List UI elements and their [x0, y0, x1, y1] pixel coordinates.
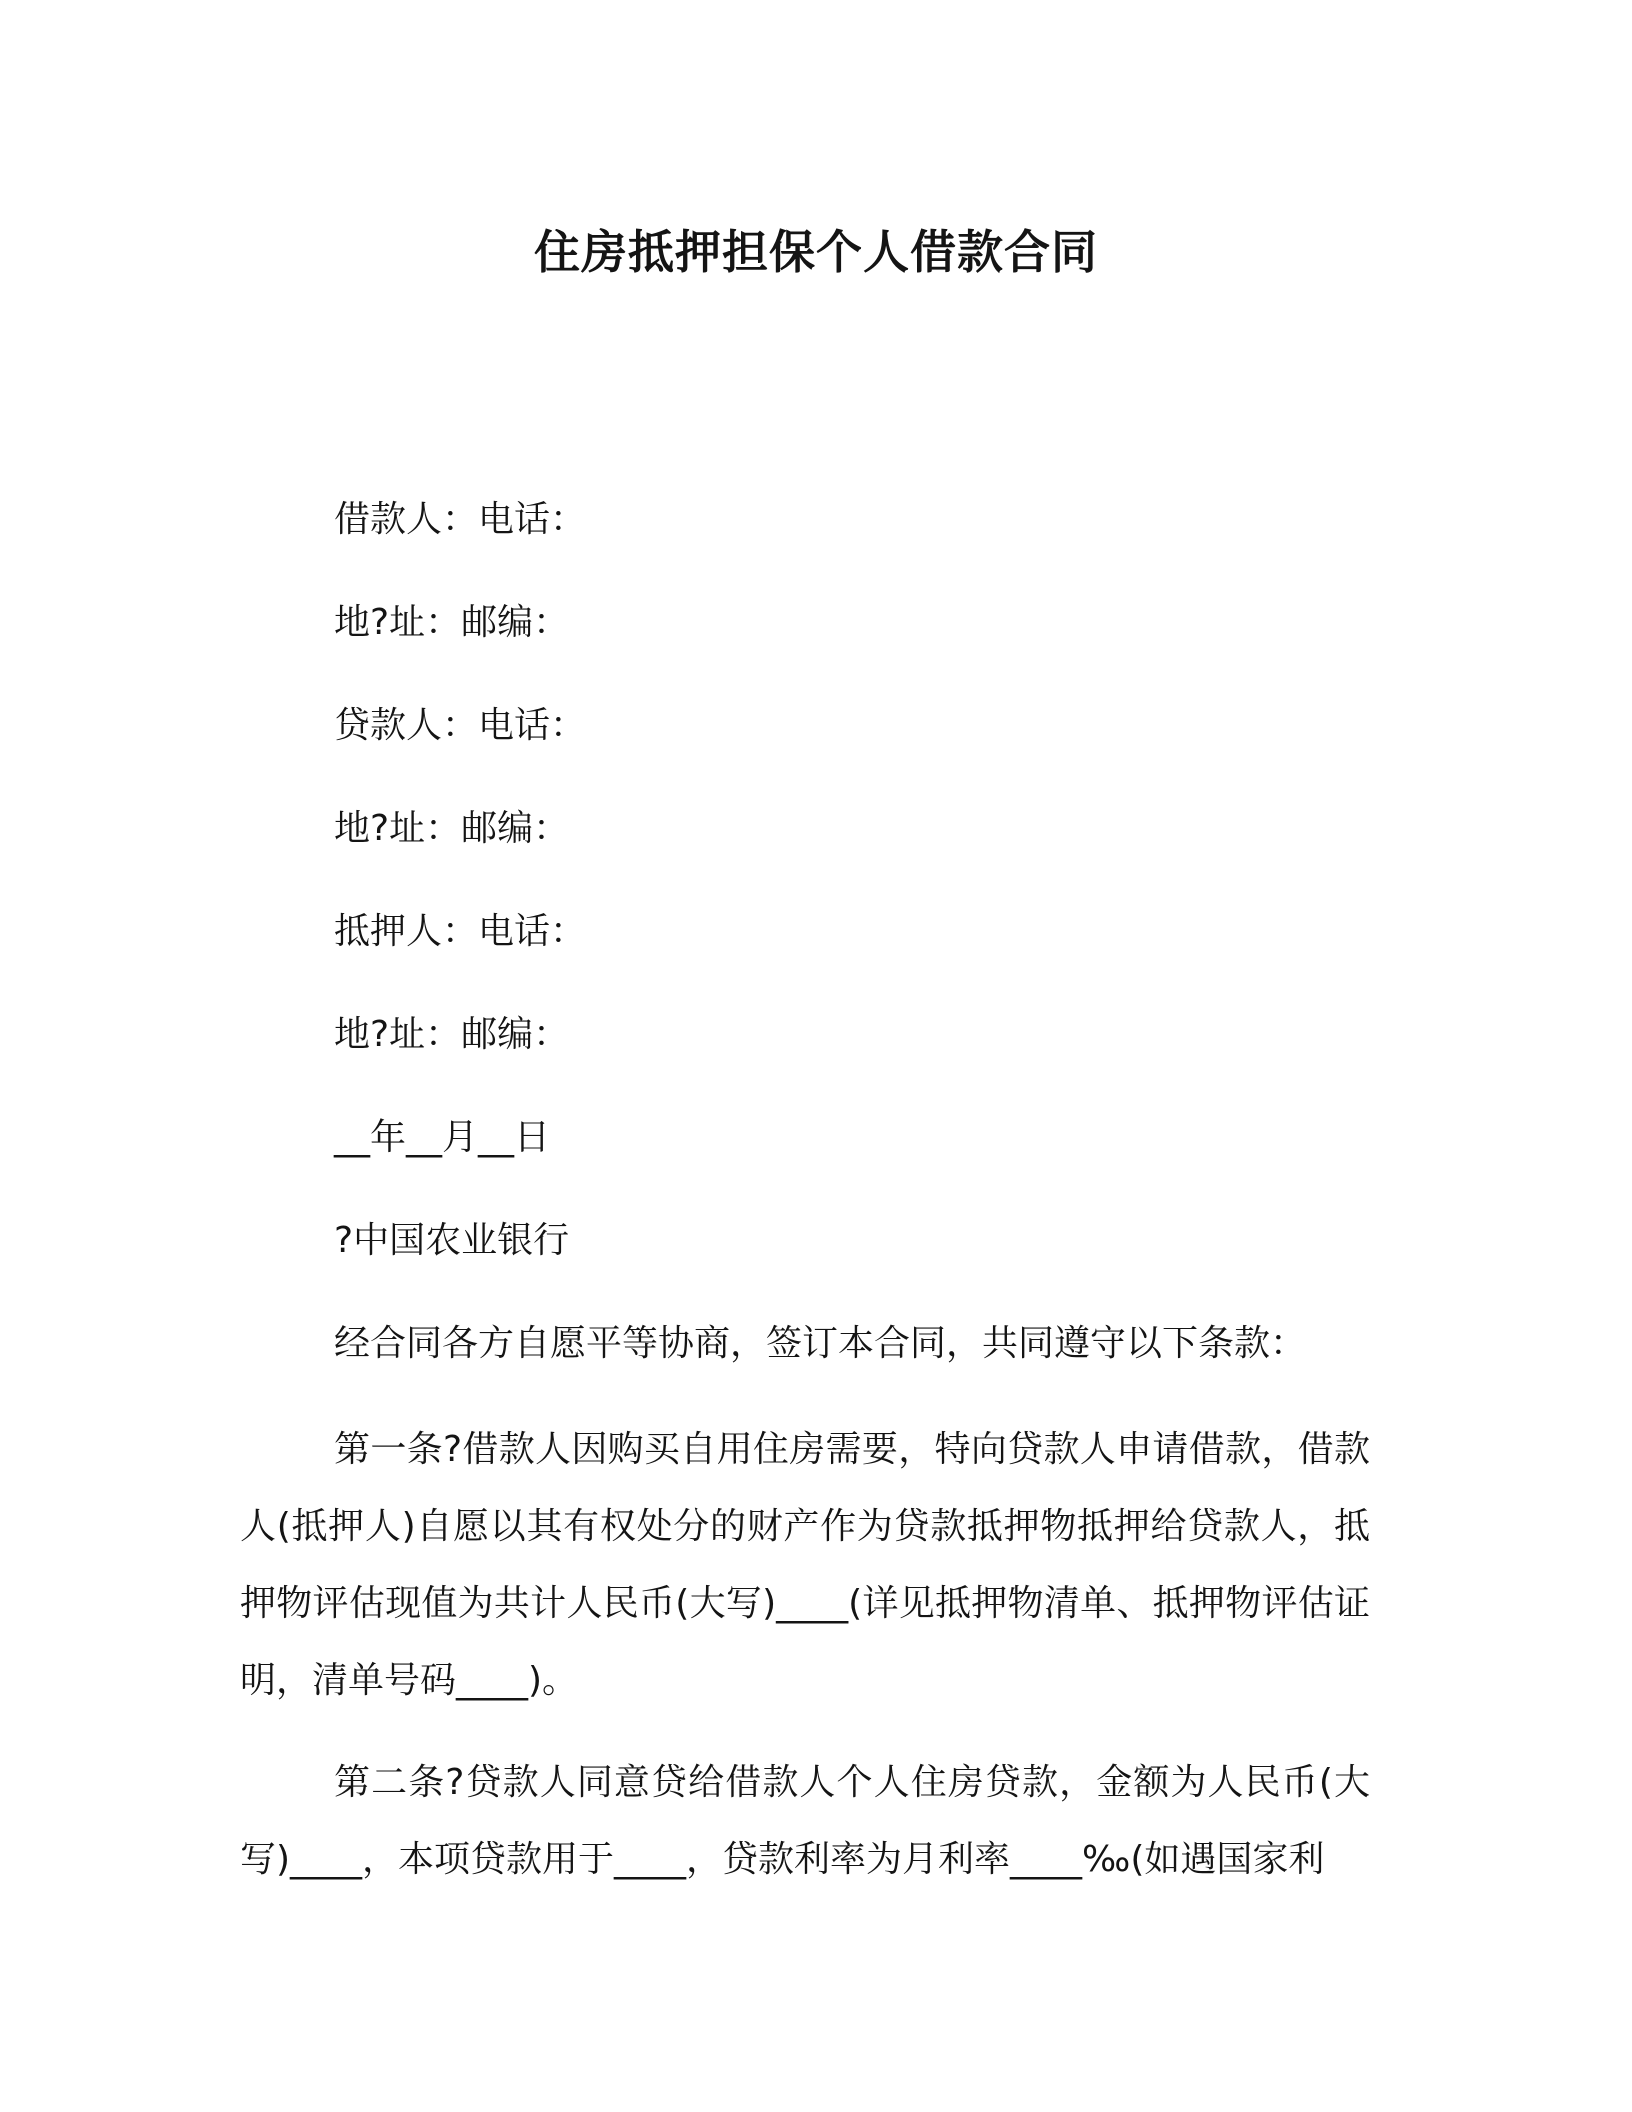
clause-2-paragraph: 第二条?贷款人同意贷给借款人个人住房贷款，金额为人民币(大写)____，本项贷款用于____，贷款利率为月利率____‰(如遇国家利 [240, 1762, 1370, 1880]
date-line: __年__月__日 [334, 1117, 551, 1158]
borrower-address-line: 地?址：邮编： [334, 602, 570, 643]
lender-address-line: 地?址：邮编： [334, 808, 570, 849]
lender-phone-line: 贷款人：电话： [334, 705, 587, 746]
document-title: 住房抵押担保个人借款合同 [534, 225, 1098, 279]
clause-1-paragraph: 第一条?借款人因购买自用住房需要，特向贷款人申请借款，借款人(抵押人)自愿以其有权处分的财产作为贷款抵押物抵押给贷款人，抵押物评估现值为共计人民币(大写)____(详见抵押物清单、抵押物评估证明，清单号码____)。 [240, 1429, 1370, 1701]
mortgagor-phone-line: 抵押人：电话： [334, 911, 587, 952]
agreement-intro-line: 经合同各方自愿平等协商，签订本合同，共同遵守以下条款： [334, 1323, 1307, 1364]
bank-name-line: ?中国农业银行 [334, 1220, 570, 1261]
borrower-phone-line: 借款人：电话： [334, 499, 587, 540]
mortgagor-address-line: 地?址：邮编： [334, 1014, 570, 1055]
